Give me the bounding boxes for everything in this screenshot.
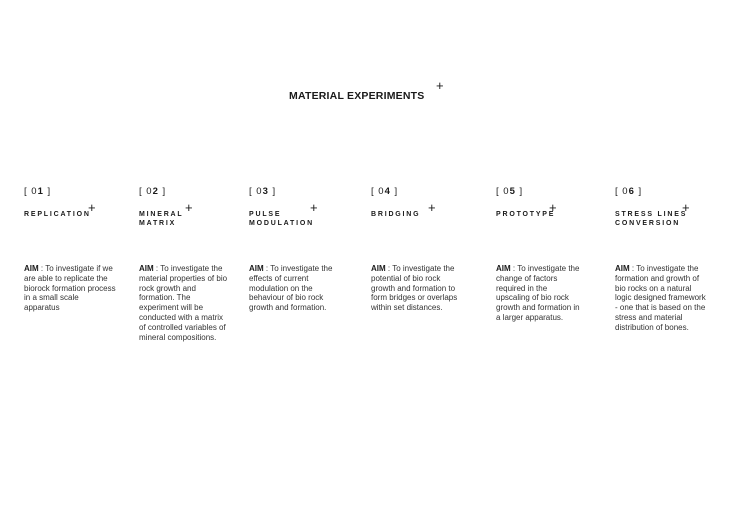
experiment-column-01 bbox=[24, 185, 136, 313]
experiment-heading: MINERAL MATRIX + bbox=[139, 200, 195, 227]
experiment-number: [ 04 ] bbox=[371, 186, 399, 197]
experiment-number: [ 03 ] bbox=[249, 186, 277, 197]
experiment-aim: AIM : To investigate the potential of bio rock growth and formation to form bridges or overlaps within set distances. bbox=[371, 264, 458, 313]
experiment-heading: STRESS LINES CONVERSION + bbox=[615, 200, 692, 227]
plus-icon: + bbox=[549, 200, 559, 215]
experiment-number: [ 05 ] bbox=[496, 186, 524, 197]
experiment-heading: PULSE MODULATION + bbox=[249, 200, 320, 227]
experiment-number: [ 02 ] bbox=[139, 186, 167, 197]
plus-icon: + bbox=[185, 200, 195, 215]
experiment-number: [ 06 ] bbox=[615, 186, 643, 197]
plus-icon: + bbox=[682, 200, 692, 215]
experiment-aim: AIM : To investigate the effects of current modulation on the behaviour of bio rock growth and formation. bbox=[249, 264, 333, 313]
experiment-number: [ 01 ] bbox=[24, 186, 52, 197]
experiment-aim: AIM : To investigate the formation and growth of bio rocks on a natural logic designed framework - one that is based on the stress and material distribution of bones. bbox=[615, 264, 706, 332]
experiment-column-06 bbox=[615, 185, 727, 332]
experiment-column-03 bbox=[249, 185, 361, 313]
experiment-heading: BRIDGING + bbox=[371, 200, 438, 218]
plus-icon: + bbox=[88, 200, 98, 215]
experiment-heading: REPLICATION + bbox=[24, 200, 98, 218]
page-title: MATERIAL EXPERIMENTS bbox=[289, 90, 425, 102]
experiment-aim: AIM : To investigate if we are able to replicate the biorock formation process in a small scale apparatus bbox=[24, 264, 116, 313]
experiment-column-05 bbox=[496, 185, 608, 322]
experiment-aim: AIM : To investigate the material properties of bio rock growth and formation. The experiment will be conducted with a matrix of controlled variables of mineral compositions. bbox=[139, 264, 228, 342]
experiment-heading: PROTOTYPE + bbox=[496, 200, 559, 218]
plus-icon: + bbox=[428, 200, 438, 215]
experiment-column-02 bbox=[139, 185, 251, 342]
experiment-aim: AIM : To investigate the change of factors required in the upscaling of bio rock growth and formation in a larger apparatus. bbox=[496, 264, 580, 322]
plus-icon: + bbox=[310, 200, 320, 215]
experiment-column-04 bbox=[371, 185, 483, 313]
plus-icon: + bbox=[436, 78, 444, 93]
